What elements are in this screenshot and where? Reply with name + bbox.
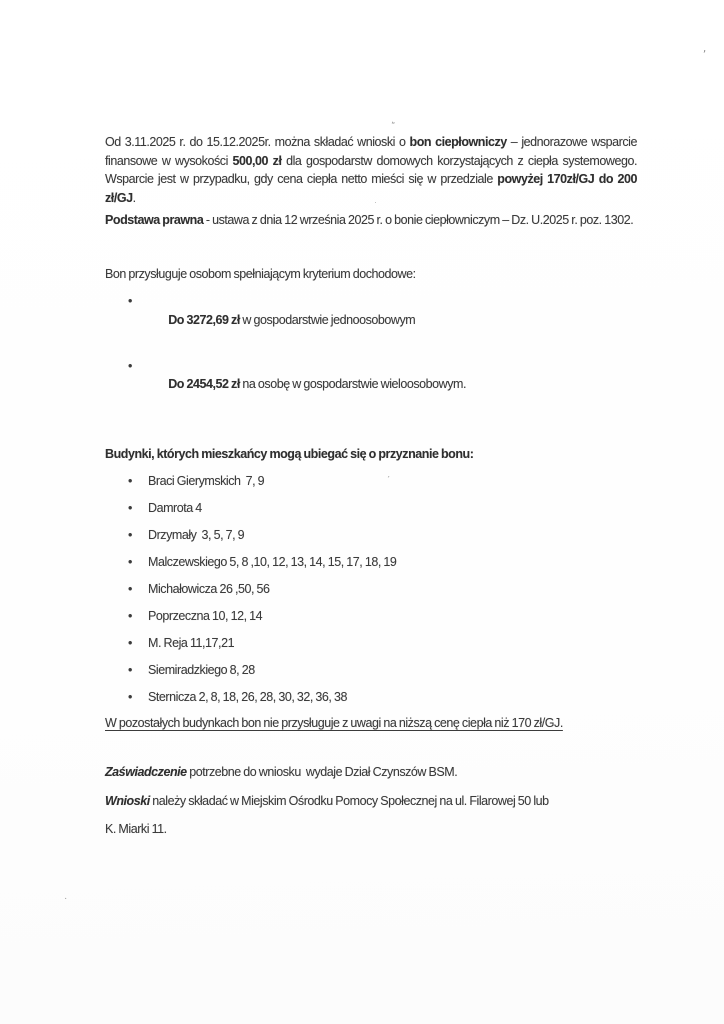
address-line: [105, 820, 637, 839]
buildings-list: [105, 472, 637, 707]
income-amount: Do 2454,52 zł: [168, 377, 240, 391]
bullet-icon: •: [128, 474, 132, 488]
intro-text: dla gospodarstw domowych korzystających z ciepła systemowego.: [281, 153, 637, 168]
intro-line: [105, 189, 637, 208]
intro-text: finansowe w wysokości: [105, 153, 233, 168]
income-criteria-heading-text: Bon przysługuje osobom spełniającym kryterium dochodowe:: [105, 266, 416, 281]
list-item: [105, 499, 637, 518]
bullet-icon: •: [128, 528, 132, 542]
income-criteria-list: [105, 292, 637, 412]
list-item: [105, 526, 637, 545]
bullet-icon: •: [128, 690, 132, 704]
list-item: [105, 472, 637, 491]
list-item: [105, 688, 637, 707]
address-text: K. Miarki 11.: [105, 822, 167, 836]
legal-basis-label: Podstawa prawna: [105, 213, 204, 227]
intro-text: – jednorazowe wsparcie: [506, 135, 637, 149]
exclusion-note-text: W pozostałych budynkach bon nie przysługuje z uwagi na niższą cenę ciepła niż 170 zł/GJ.: [105, 715, 563, 730]
list-item: [105, 607, 637, 626]
list-item: [105, 580, 637, 599]
list-item-text: Malczewskiego 5, 8 ,10, 12, 13, 14, 15, 17, 18, 19: [148, 555, 397, 569]
list-item-text: Michałowicza 26 ,50, 56: [148, 582, 270, 596]
application-label: Wnioski: [105, 793, 150, 808]
list-item-text: w gospodarstwie jednoosobowym: [239, 312, 416, 327]
bullet-icon: •: [128, 358, 132, 373]
intro-text: Wsparcie jest w przypadku, gdy cena ciepła netto mieści się w przedziale: [105, 172, 498, 186]
exclusion-note: [105, 714, 637, 733]
bullet-icon: •: [128, 582, 132, 596]
certificate-info: [105, 763, 637, 782]
intro-paragraph: [105, 133, 637, 207]
intro-bold-text: 500,00 zł: [232, 153, 282, 168]
list-item-text: Siemiradzkiego 8, 28: [148, 663, 255, 677]
income-amount: Do 3272,69 zł: [168, 312, 240, 327]
bullet-icon: •: [128, 501, 132, 515]
bullet-icon: •: [128, 555, 132, 569]
scan-artifact: ·: [64, 893, 68, 904]
buildings-heading-text: Budynki, których mieszkańcy mogą ubiegać się o przyznanie bonu:: [105, 447, 474, 461]
scan-artifact: ·: [374, 197, 377, 207]
list-item: [105, 661, 637, 680]
scan-artifact: ʺ: [390, 119, 396, 131]
bullet-icon: •: [128, 294, 132, 308]
list-item-text: Poprzeczna 10, 12, 14: [148, 609, 263, 623]
certificate-text: potrzebne do wniosku wydaje Dział Czynszów BSM.: [186, 765, 458, 779]
intro-text: Od 3.11.2025 r. do 15.12.2025r. można składać wnioski o: [105, 135, 410, 149]
list-item-text: na osobę w gospodarstwie wieloosobowym.: [239, 377, 467, 391]
bullet-icon: •: [128, 663, 132, 677]
intro-bold-text: zł/GJ: [105, 190, 133, 205]
list-item-text: Sternicza 2, 8, 18, 26, 28, 30, 32, 36, 38: [148, 690, 347, 704]
list-item-text: Drzymały 3, 5, 7, 9: [148, 528, 245, 542]
list-item: [105, 357, 637, 413]
list-item: [105, 292, 637, 348]
scan-artifact: ˊ: [387, 475, 390, 485]
intro-bold-text: bon ciepłowniczy: [409, 135, 507, 149]
certificate-label: Zaświadczenie: [105, 765, 187, 779]
intro-bold-text: powyżej 170zł/GJ do 200: [497, 172, 637, 186]
document-content: [105, 133, 637, 839]
legal-basis-text: - ustawa z dnia 12 września 2025 r. o bonie ciepłowniczym – Dz. U.2025 r. poz. 1302.: [203, 213, 634, 227]
list-item: [105, 634, 637, 653]
application-text: należy składać w Miejskim Ośrodku Pomocy Społecznej na ul. Filarowej 50 lub: [149, 793, 549, 808]
intro-text: .: [132, 190, 136, 205]
legal-basis-paragraph: [105, 211, 637, 230]
scan-artifact: ʼ: [700, 48, 707, 62]
intro-line: [105, 152, 637, 171]
list-item-text: Damrota 4: [148, 501, 202, 515]
list-item: [105, 553, 637, 572]
income-criteria-heading: [105, 265, 637, 284]
bullet-icon: •: [128, 609, 132, 623]
bullet-icon: •: [128, 636, 132, 650]
buildings-heading: [105, 445, 637, 464]
intro-line: [105, 133, 637, 152]
intro-line: [105, 170, 637, 189]
list-item-text: Braci Gierymskich 7, 9: [148, 474, 265, 488]
list-item-text: M. Reja 11,17,21: [148, 636, 235, 650]
application-info: [105, 792, 637, 811]
